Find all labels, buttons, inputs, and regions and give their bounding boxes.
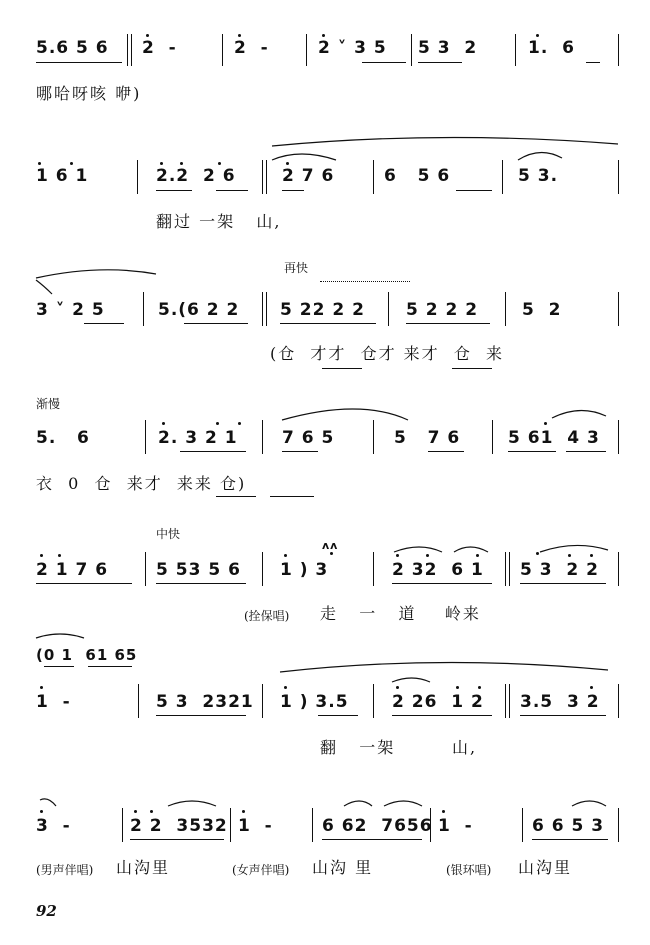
slur [384,801,422,806]
note: 5 7 6 [394,428,461,448]
note: 1 - [36,692,71,712]
slur [518,152,562,160]
slur [552,410,606,418]
dotted-line [320,281,410,282]
slur [454,547,488,552]
note: 3 - [36,816,71,836]
note: 1 - [238,816,273,836]
lyric-row-7-part-2: 山沟 里 [312,858,374,877]
note: 2 32 6 1 [392,560,484,580]
note: 6 62 7656 [322,816,433,836]
note: 5 2 2 2 [406,300,479,320]
note: 1 ) 3.5 [280,692,349,712]
slur [36,280,52,294]
singer-role: (拴保唱) [244,609,290,623]
note: 2 ˅ 3 5 [318,38,387,58]
note: 2 26 1 2 [392,692,484,712]
slur [540,545,608,552]
lyric-row-2: 翻过 一架 山, [156,212,282,231]
slur [36,634,84,638]
pickup-notes: (0 1 61 65 [36,646,138,664]
note: 2 7 6 [282,166,335,186]
note: 5 3 2321 [156,692,254,712]
page-number: 92 [36,902,57,920]
singer-role: (女声伴唱) [232,863,290,877]
note: 5 22 2 2 [280,300,365,320]
lyric-row-3: (仓 才才 仓才 来才 仓 来 [270,344,505,363]
lyric-row-1: 哪哈呀咳 咿) [36,84,142,103]
slur [280,662,608,672]
note: 5 53 5 6 [156,560,241,580]
slur [272,137,618,146]
lyric-row-4: 衣 0 仓 来才 来来 仓) [36,474,247,493]
slur [394,547,442,552]
slur [392,678,430,682]
slur [572,801,606,806]
ornament-mark: ʌʌ [322,539,339,552]
tempo-marking: 再快 [284,261,309,275]
notes-row-1: 5.6 5 6 [36,38,109,58]
note: 3 ˅ 2 5 [36,300,105,320]
note: 1 ) 3 [280,560,329,580]
note: 3.5 3 2 [520,692,600,712]
note: 2 2 3532 [130,816,228,836]
slur [344,801,372,806]
note: 1 - [438,816,473,836]
slur [36,270,156,278]
note: 5.(6 2 2 [158,300,240,320]
note: 5. 6 [36,428,90,448]
lyric-row-6: 翻 一架 山, [320,738,478,757]
slur [272,154,336,160]
note: 5 3. [518,166,559,186]
slur [40,799,56,806]
note: 2 1 7 6 [36,560,109,580]
note: 5 3 2 2 [520,560,599,580]
singer-role: (男声伴唱) [36,863,94,877]
tempo-marking: 渐慢 [36,397,61,411]
note: 7 6 5 [282,428,335,448]
slur [282,409,408,420]
slur [168,801,216,806]
note: 5 3 2 [418,38,478,58]
tempo-marking: 中快 [156,527,181,541]
note: 2 - [142,38,177,58]
note: 5 61 4 3 [508,428,600,448]
note: 1. 6 [528,38,575,58]
singer-role: (银环唱) [446,863,492,877]
note: 6 5 6 [384,166,451,186]
lyric-row-7-part-1: 山沟里 [116,858,171,877]
note: 5 2 [522,300,562,320]
note: 1 6 1 [36,166,89,186]
note: 2. 3 2 1 [158,428,238,448]
note: 6 6 5 3 [532,816,605,836]
note: 2.2 2 6 [156,166,236,186]
lyric-row-7-part-3: 山沟里 [518,858,573,877]
lyric-row-5: 走 一 道 岭来 [320,604,481,623]
note: 2 - [234,38,269,58]
